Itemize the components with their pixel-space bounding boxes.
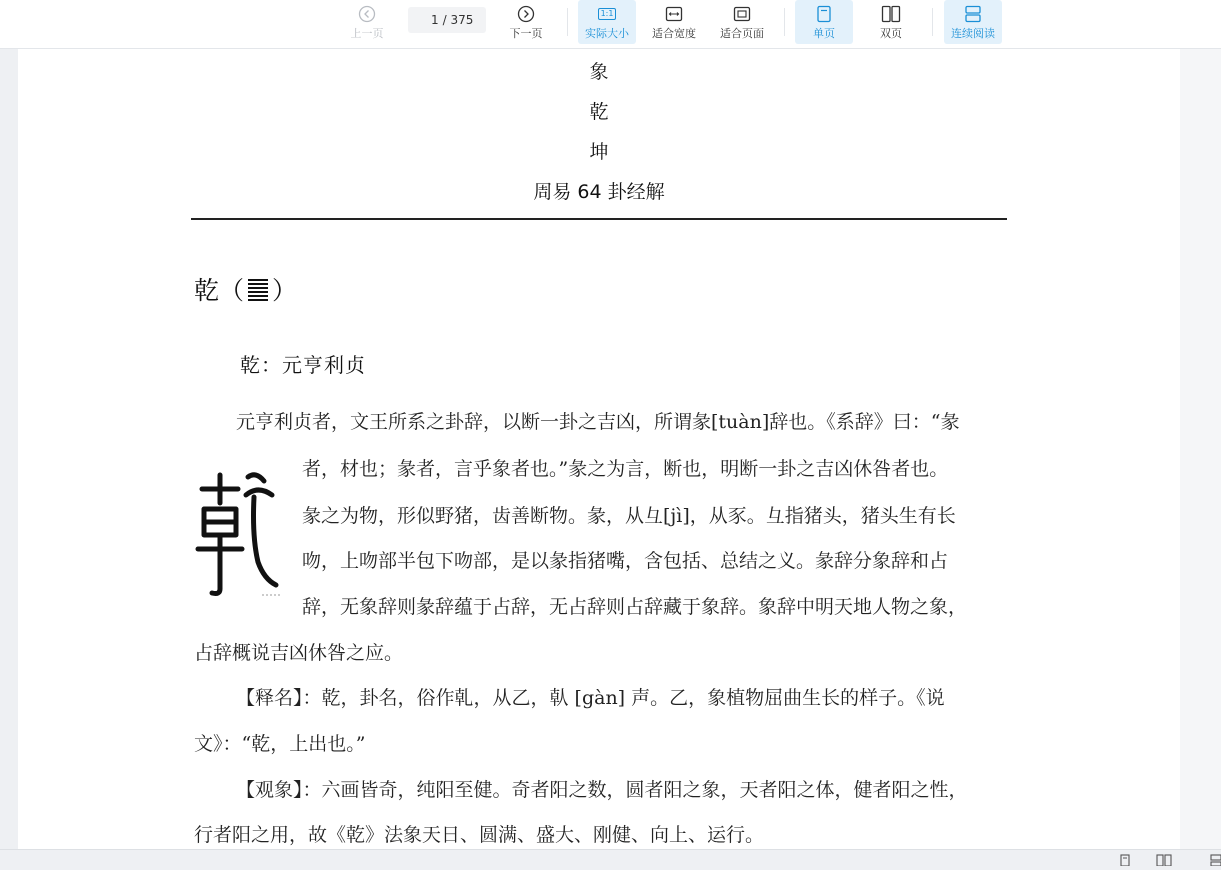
body-paragraph-line: 行者阳之用，故《乾》法象天日、圆满、盛大、刚健、向上、运行。 bbox=[194, 824, 765, 846]
toc-entry[interactable]: 象 bbox=[589, 61, 609, 83]
body-paragraph-line: 彖之为物，形似野猪，齿善断物。彖，从彑[jì]，从豕。彑指猪头，猪头生有长 bbox=[302, 505, 956, 527]
prev-page-label: 上一页 bbox=[350, 27, 384, 40]
fit-page-label: 适合页面 bbox=[720, 27, 764, 40]
page-number-input[interactable] bbox=[421, 13, 439, 27]
double-page-button[interactable] bbox=[862, 0, 920, 44]
side-rail bbox=[1180, 49, 1221, 849]
status-bar bbox=[0, 849, 1221, 863]
page-indicator bbox=[408, 7, 486, 33]
single-page-mini-icon[interactable] bbox=[1118, 851, 1132, 863]
double-page-label: 双页 bbox=[880, 27, 902, 40]
toc-entry[interactable]: 周易 64 卦经解 bbox=[533, 181, 665, 203]
document-page bbox=[18, 49, 1180, 849]
chevron-right-circle-icon bbox=[517, 5, 535, 23]
qian-hexagram-icon bbox=[247, 277, 269, 307]
body-paragraph-line: 辞，无象辞则彖辞蕴于占辞，无占辞则占辞藏于象辞。象辞中明天地人物之象， bbox=[302, 596, 968, 618]
toc-entry[interactable]: 乾 bbox=[589, 101, 609, 123]
chevron-left-circle-icon bbox=[358, 5, 376, 23]
body-paragraph-line: 占辞概说吉凶休咎之应。 bbox=[194, 642, 404, 664]
body-paragraph-line: 吻，上吻部半包下吻部，是以彖指猪嘴，含包括、总结之义。彖辞分象辞和占 bbox=[302, 550, 949, 572]
body-paragraph-line: 元亨利贞者，文王所系之卦辞，以断一卦之吉凶，所谓彖[tuàn]辞也。《系辞》曰：“彖 bbox=[236, 411, 960, 433]
next-page-button[interactable] bbox=[497, 0, 555, 44]
actual-size-button[interactable] bbox=[578, 0, 636, 44]
body-paragraph-line: 者，材也；彖者，言乎象者也。”彖之为言，断也，明断一卦之吉凶休咎者也。 bbox=[302, 458, 949, 480]
body-paragraph-line: 【释名】：乾，卦名，俗作乹，从乙，倝 [gàn] 声。乙，象植物屈曲生长的样子。《说 bbox=[236, 687, 945, 709]
actual-size-label: 实际大小 bbox=[585, 27, 629, 40]
toolbar-divider bbox=[932, 8, 933, 36]
continuous-mini-icon[interactable] bbox=[1210, 851, 1221, 863]
body-paragraph-line: 文》：“乾，上出也。” bbox=[194, 733, 366, 755]
single-page-label: 单页 bbox=[813, 27, 835, 40]
fit-width-icon bbox=[665, 5, 683, 23]
section-heading: 乾（ ） bbox=[194, 276, 298, 305]
fit-page-icon bbox=[733, 5, 751, 23]
seal-script-qian-image bbox=[192, 467, 282, 599]
gua-ci-heading: 乾：元亨利贞 bbox=[240, 353, 366, 377]
fit-width-label: 适合宽度 bbox=[652, 27, 696, 40]
body-paragraph-line: 【观象】：六画皆奇，纯阳至健。奇者阳之数，圆者阳之象，天者阳之体，健者阳之性， bbox=[236, 779, 968, 801]
fit-page-button[interactable] bbox=[713, 0, 771, 44]
next-page-label: 下一页 bbox=[509, 27, 543, 40]
viewer-toolbar bbox=[0, 0, 1221, 49]
single-page-button[interactable] bbox=[795, 0, 853, 44]
toolbar-divider bbox=[784, 8, 785, 36]
double-page-icon bbox=[881, 5, 901, 23]
continuous-read-button[interactable] bbox=[944, 0, 1002, 44]
single-page-icon bbox=[816, 5, 832, 23]
continuous-read-label: 连续阅读 bbox=[951, 27, 995, 40]
fit-width-button[interactable] bbox=[645, 0, 703, 44]
continuous-read-icon bbox=[964, 5, 982, 23]
total-pages: / 375 bbox=[442, 13, 474, 27]
divider-rule bbox=[191, 218, 1007, 220]
toc-entry[interactable]: 坤 bbox=[589, 141, 609, 163]
actual-size-icon: 1:1 bbox=[598, 5, 617, 23]
prev-page-button[interactable] bbox=[338, 0, 396, 44]
double-page-mini-icon[interactable] bbox=[1156, 851, 1170, 863]
toolbar-divider bbox=[567, 8, 568, 36]
